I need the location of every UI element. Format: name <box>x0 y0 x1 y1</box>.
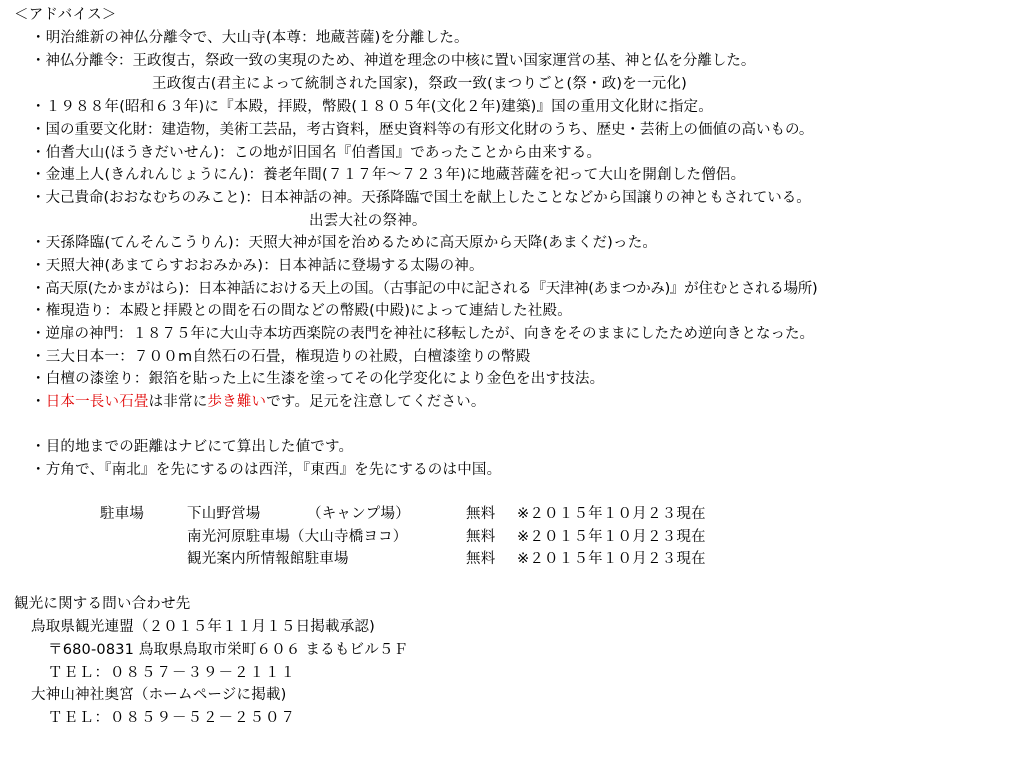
warning-highlight-hard-to-walk: 歩き難い <box>207 394 267 410</box>
parking-name: 観光案内所情報館駐車場 <box>187 551 349 567</box>
advice-bullet: ・１９８８年(昭和６３年)に『本殿，拝殿，幣殿(１８０５年(文化２年)建築)』国の重用文化財に指定。 <box>31 99 713 115</box>
advice-heading: ＜アドバイス＞ <box>14 7 117 23</box>
parking-fee: 無料 <box>466 506 496 522</box>
advice-bullet: ・天照大神(あまてらすおおみかみ)：日本神話に登場する太陽の神。 <box>31 258 484 274</box>
contact-org: 鳥取県観光連盟（２０１５年１１月１５日掲載承認) <box>31 619 375 635</box>
contact-heading: 観光に関する問い合わせ先 <box>14 596 191 612</box>
parking-date: ※２０１５年１０月２３現在 <box>517 551 706 567</box>
warning-text: は非常に <box>148 394 208 410</box>
advice-bullet-continuation: 王政復古(君主によって統制された国家)，祭政一致(まつりごと(祭・政)を一元化) <box>152 76 687 92</box>
warning-prefix: ・ <box>31 394 46 410</box>
parking-label: 駐車場 <box>100 506 145 522</box>
advice-bullet: ・大己貴命(おおなむちのみこと)：日本神話の神。天孫降臨で国土を献上したことなどから国譲りの神ともされている。 <box>31 190 811 206</box>
advice-warning <box>31 393 486 412</box>
parking-fee: 無料 <box>466 529 496 545</box>
parking-date: ※２０１５年１０月２３現在 <box>517 529 706 545</box>
contact-tel: ＴＥＬ：０８５９－５２－２５０７ <box>48 710 296 726</box>
advice-bullet: ・権現造り：本殿と拝殿との間を石の間などの幣殿(中殿)によって連結した社殿。 <box>31 303 572 319</box>
advice-bullet: ・高天原(たかまがはら)：日本神話における天上の国。（古事記の中に記される『天津神(あまつかみ)』が住むとされる場所) <box>31 281 818 297</box>
advice-note: ・方角で、『南北』を先にするのは西洋，『東西』を先にするのは中国。 <box>31 462 502 478</box>
advice-bullet: ・逆扉の神門：１８７５年に大山寺本坊西楽院の表門を神社に移転したが、向きをそのままにしたため逆向きとなった。 <box>31 326 814 342</box>
contact-address: 〒680-0831 鳥取県鳥取市栄町６０６ まるもビル５Ｆ <box>48 642 409 658</box>
advice-bullet: ・伯耆大山(ほうきだいせん)：この地が旧国名『伯耆国』であったことから由来する。 <box>31 145 602 161</box>
parking-date: ※２０１５年１０月２３現在 <box>517 506 706 522</box>
advice-bullet: ・白檀の漆塗り：銀箔を貼った上に生漆を塗ってその化学変化により金色を出す技法。 <box>31 371 605 387</box>
advice-bullet: ・神仏分離令：王政復古，祭政一致の実現のため、神道を理念の中核に置い国家運営の基、神と仏を分離した。 <box>31 53 756 69</box>
advice-bullet: ・明治維新の神仏分離令で、大山寺(本尊：地蔵菩薩)を分離した。 <box>31 30 469 46</box>
warning-text: です。足元を注意してください。 <box>266 394 486 410</box>
advice-note: ・目的地までの距離はナビにて算出した値です。 <box>31 439 354 455</box>
parking-fee: 無料 <box>466 551 496 567</box>
contact-org: 大神山神社奥宮（ホームページに掲載) <box>31 687 287 703</box>
contact-tel: ＴＥＬ：０８５７－３９－２１１１ <box>48 665 296 681</box>
advice-bullet: ・金連上人(きんれんじょうにん)：養老年間(７１７年～７２３年)に地蔵菩薩を祀って大山を開創した僧侶。 <box>31 167 746 183</box>
advice-bullet-continuation: 出雲大社の祭神。 <box>309 213 427 229</box>
advice-bullet: ・三大日本一：７００m自然石の石畳，権現造りの社殿，白檀漆塗りの幣殿 <box>31 349 531 365</box>
warning-highlight-longest-stone-path: 日本一長い石畳 <box>45 394 149 410</box>
parking-note: （キャンプ場） <box>307 506 410 522</box>
advice-bullet: ・国の重要文化財：建造物，美術工芸品，考古資料，歴史資料等の有形文化財のうち、歴史・芸術上の価値の高いもの。 <box>31 122 814 138</box>
parking-name: 南光河原駐車場（大山寺橋ヨコ） <box>187 529 408 545</box>
advice-bullet: ・天孫降臨(てんそんこうりん)：天照大神が国を治めるために高天原から天降(あまくだ)った。 <box>31 235 658 251</box>
parking-name: 下山野営場 <box>187 506 261 522</box>
